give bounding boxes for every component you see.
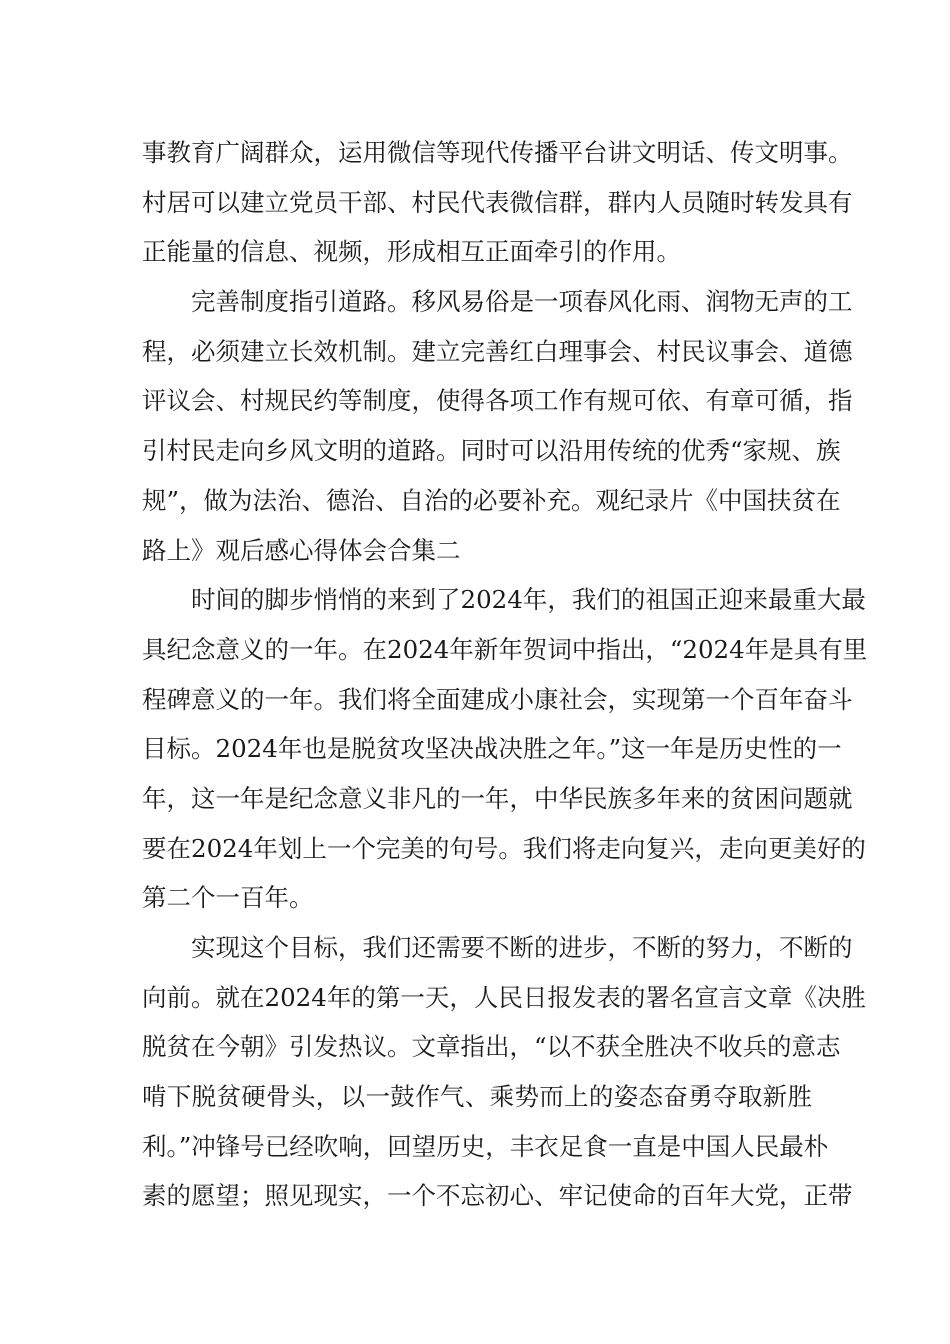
text-line: 要在2024年划上一个完美的句号。我们将走向复兴，走向更美好的: [142, 833, 866, 863]
text-line: 程，必须建立长效机制。建立完善红白理事会、村民议事会、道德: [142, 336, 853, 366]
text-line: 利。”冲锋号已经吹响，回望历史，丰衣足食一直是中国人民最朴: [142, 1131, 829, 1161]
text-line: 向前。就在2024年的第一天，人民日报发表的署名宣言文章《决胜: [142, 982, 866, 1012]
text-line: 素的愿望；照见现实，一个不忘初心、牢记使命的百年大党，正带: [142, 1181, 853, 1211]
text-line: 目标。2024年也是脱贫攻坚决战决胜之年。”这一年是历史性的一: [142, 734, 842, 764]
text-line: 第二个一百年。: [142, 883, 314, 913]
document-body: [142, 128, 868, 1221]
text-line: 事教育广阔群众，运用微信等现代传播平台讲文明话、传文明事。: [142, 138, 853, 167]
text-line: 程碑意义的一年。我们将全面建成小康社会，实现第一个百年奋斗: [142, 684, 853, 714]
text-line: 具纪念意义的一年。在2024年新年贺词中指出，“2024年是具有里: [142, 634, 868, 664]
text-line: 引村民走向乡风文明的道路。同时可以沿用传统的优秀“家规、族: [142, 436, 841, 466]
text-line: 规”，做为法治、德治、自治的必要补充。观纪录片《中国扶贫在: [142, 485, 841, 515]
text-line: 啃下脱贫硬骨头，以一鼓作气、乘势而上的姿态奋勇夺取新胜: [142, 1082, 812, 1112]
text-line: 评议会、村规民约等制度，使得各项工作有规可依、有章可循，指: [142, 386, 853, 416]
text-line: 村居可以建立党员干部、村民代表微信群，群内人员随时转发具有: [142, 187, 853, 217]
paragraph-first-line: 时间的脚步悄悄的来到了2024年，我们的祖国正迎来最重大最: [191, 585, 866, 615]
paragraph-first-line: 实现这个目标，我们还需要不断的进步，不断的努力，不断的: [191, 933, 853, 962]
paragraph-first-line: 完善制度指引道路。移风易俗是一项春风化雨、润物无声的工: [191, 287, 853, 317]
text-line: 年，这一年是纪念意义非凡的一年，中华民族多年来的贫困问题就: [142, 783, 853, 813]
text-line: 正能量的信息、视频，形成相互正面牵引的作用。: [142, 237, 681, 267]
text-line: 路上》观后感心得体会合集二: [142, 535, 461, 565]
text-line: 脱贫在今朝》引发热议。文章指出，“以不获全胜决不收兵的意志: [142, 1032, 841, 1062]
